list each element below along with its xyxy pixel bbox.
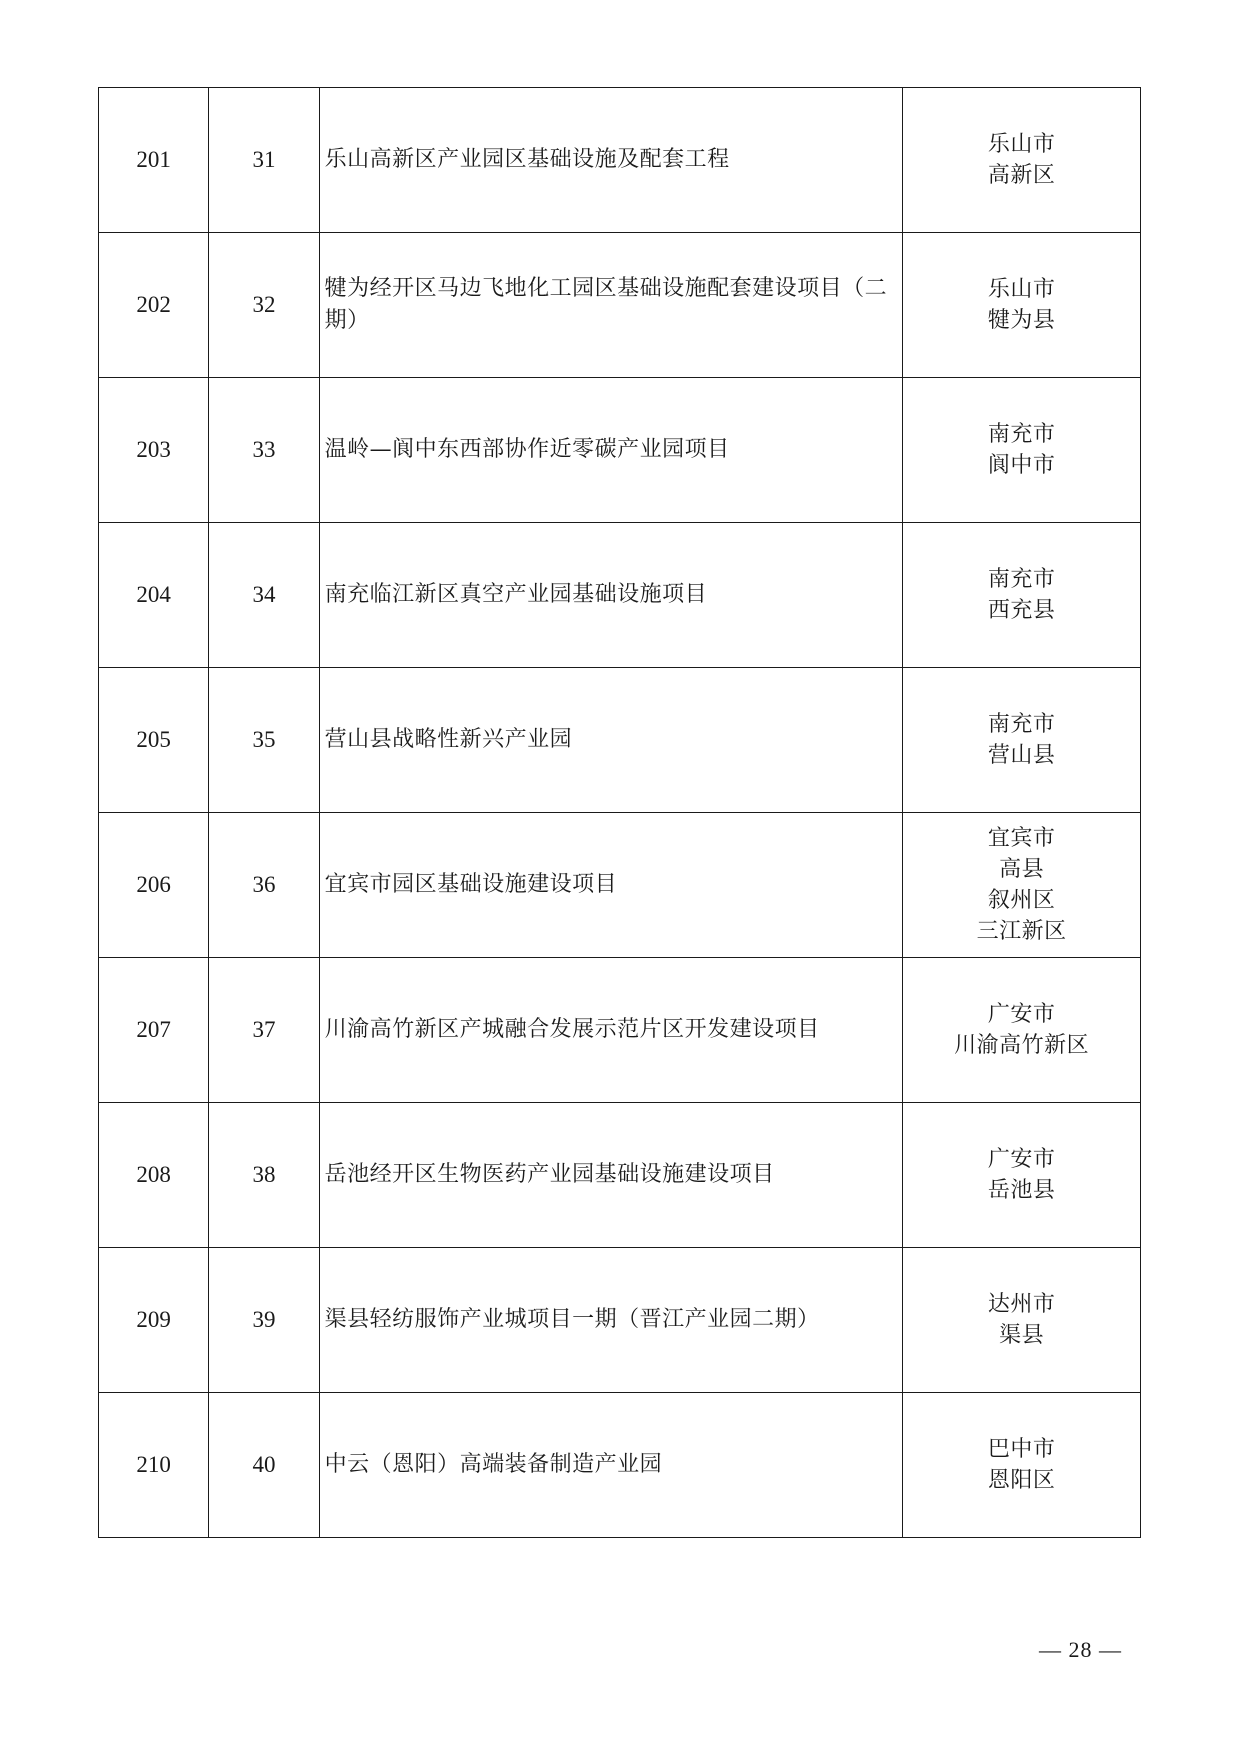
sub-number-cell: 35 (209, 668, 319, 813)
row-number-cell: 208 (99, 1103, 209, 1248)
region-line: 达州市 (987, 1292, 1056, 1317)
table-row (99, 958, 1141, 1103)
sub-number-cell: 39 (209, 1248, 319, 1393)
region-cell (903, 1248, 1141, 1393)
region-line: 恩阳区 (987, 1468, 1056, 1493)
page-number: — 28 — (1039, 1637, 1122, 1662)
sub-number-cell: 38 (209, 1103, 319, 1248)
project-name-cell: 乐山高新区产业园区基础设施及配套工程 (319, 88, 903, 233)
region-line: 广安市 (987, 1147, 1056, 1172)
region-line: 高新区 (987, 163, 1056, 188)
project-name-cell: 营山县战略性新兴产业园 (319, 668, 903, 813)
region-line: 三江新区 (976, 919, 1067, 944)
project-name-cell: 宜宾市园区基础设施建设项目 (319, 813, 903, 958)
region-cell (903, 1393, 1141, 1538)
row-number-cell: 204 (99, 523, 209, 668)
table-row (99, 88, 1141, 233)
region-line: 岳池县 (987, 1178, 1056, 1203)
region-line: 西充县 (987, 598, 1056, 623)
table-row (99, 813, 1141, 958)
region-line: 宜宾市 (987, 826, 1056, 851)
row-number-cell: 209 (99, 1248, 209, 1393)
region-cell (903, 1103, 1141, 1248)
table-row (99, 523, 1141, 668)
region-cell (903, 958, 1141, 1103)
region-cell (903, 668, 1141, 813)
project-table-body (99, 88, 1141, 1538)
sub-number-cell: 40 (209, 1393, 319, 1538)
table-row (99, 1103, 1141, 1248)
project-name-cell: 犍为经开区马边飞地化工园区基础设施配套建设项目（二期） (319, 233, 903, 378)
region-line: 南充市 (987, 422, 1056, 447)
sub-number-cell: 34 (209, 523, 319, 668)
table-row (99, 1393, 1141, 1538)
region-cell (903, 813, 1141, 958)
region-line: 营山县 (987, 743, 1056, 768)
sub-number-cell: 31 (209, 88, 319, 233)
region-line: 南充市 (987, 712, 1056, 737)
region-line: 巴中市 (987, 1437, 1056, 1462)
row-number-cell: 201 (99, 88, 209, 233)
row-number-cell: 210 (99, 1393, 209, 1538)
sub-number-cell: 32 (209, 233, 319, 378)
region-cell (903, 233, 1141, 378)
region-line: 乐山市 (987, 132, 1056, 157)
sub-number-cell: 37 (209, 958, 319, 1103)
project-name-cell: 中云（恩阳）高端装备制造产业园 (319, 1393, 903, 1538)
table-row (99, 668, 1141, 813)
project-name-cell: 川渝高竹新区产城融合发展示范片区开发建设项目 (319, 958, 903, 1103)
region-line: 渠县 (999, 1323, 1045, 1348)
region-line: 南充市 (987, 567, 1056, 592)
region-line: 广安市 (987, 1002, 1056, 1027)
region-line: 高县 (999, 857, 1045, 882)
region-line: 乐山市 (987, 277, 1056, 302)
row-number-cell: 203 (99, 378, 209, 523)
project-name-cell: 渠县轻纺服饰产业城项目一期（晋江产业园二期） (319, 1248, 903, 1393)
table-row (99, 1248, 1141, 1393)
region-cell (903, 88, 1141, 233)
row-number-cell: 206 (99, 813, 209, 958)
sub-number-cell: 36 (209, 813, 319, 958)
project-name-cell: 岳池经开区生物医药产业园基础设施建设项目 (319, 1103, 903, 1248)
region-line: 犍为县 (987, 308, 1056, 333)
region-cell (903, 523, 1141, 668)
row-number-cell: 202 (99, 233, 209, 378)
row-number-cell: 205 (99, 668, 209, 813)
region-line: 川渝高竹新区 (954, 1033, 1090, 1058)
table-row (99, 378, 1141, 523)
project-name-cell: 南充临江新区真空产业园基础设施项目 (319, 523, 903, 668)
project-name-cell: 温岭—阆中东西部协作近零碳产业园项目 (319, 378, 903, 523)
sub-number-cell: 33 (209, 378, 319, 523)
project-table (98, 87, 1141, 1538)
region-cell (903, 378, 1141, 523)
region-line: 叙州区 (987, 888, 1056, 913)
row-number-cell: 207 (99, 958, 209, 1103)
table-row (99, 233, 1141, 378)
region-line: 阆中市 (987, 453, 1056, 478)
